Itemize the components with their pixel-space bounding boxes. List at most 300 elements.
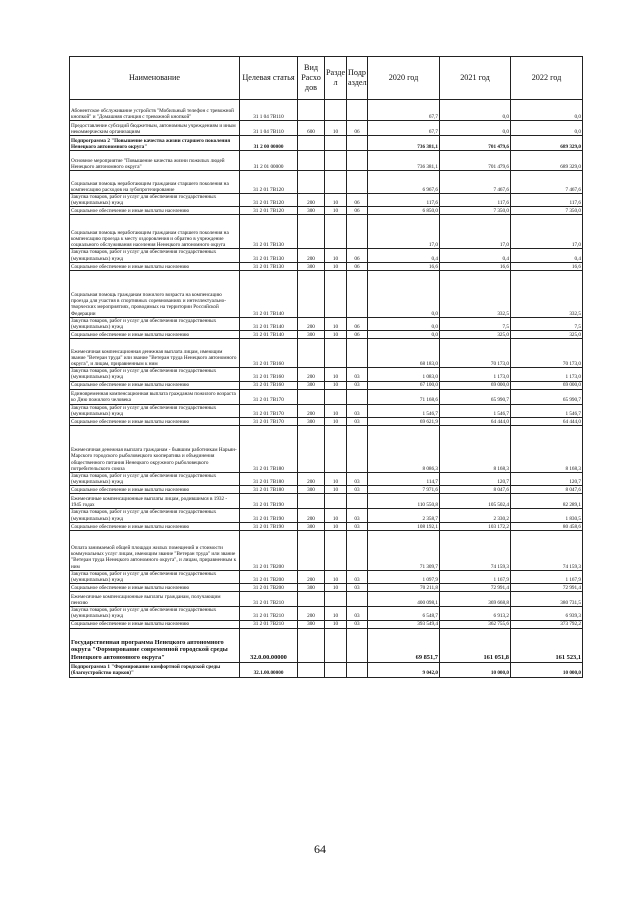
row-subsection: 06 [347,331,368,339]
header-name: Наименование [70,57,240,100]
row-section [325,270,347,317]
row-value-2021: 369 668,8 [440,592,511,607]
row-value-2021: 8 168,3 [440,426,511,473]
row-exp-type: 300 [298,418,325,426]
row-section: 10 [325,486,347,494]
row-value-2020: 6 548,7 [368,607,440,620]
row-subsection: 06 [347,317,368,330]
row-name: Социальное обеспечение и иные выплаты населению [70,381,240,389]
row-name: Социальное обеспечение и иные выплаты населению [70,522,240,530]
row-section [325,389,347,404]
row-value-2022: 117,6 [511,194,583,207]
row-section: 10 [325,522,347,530]
row-value-2020: 736 381,1 [368,136,440,151]
row-exp-type [298,426,325,473]
row-subsection: 03 [347,620,368,628]
row-value-2021: 2 330,2 [440,509,511,522]
row-value-2020: 736 381,1 [368,151,440,171]
row-exp-type: 300 [298,331,325,339]
row-section: 10 [325,331,347,339]
table-row [70,522,583,530]
row-value-2020: 67,7 [368,121,440,136]
row-exp-type: 300 [298,207,325,215]
row-subsection: 03 [347,522,368,530]
row-subsection: 03 [347,368,368,381]
table-row [70,389,583,404]
row-name: Закупка товаров, работ и услуг для обеспечения государственных (муниципальных) нужд [70,404,240,417]
row-subsection [347,426,368,473]
row-value-2020: 69 621,9 [368,418,440,426]
table-row [70,270,583,317]
row-target-code: 31 2 01 7В130 [240,215,298,249]
row-exp-type [298,100,325,121]
row-subsection: 03 [347,486,368,494]
row-name: Социальное обеспечение и иные выплаты населению [70,331,240,339]
row-name: Закупка товаров, работ и услуг для обеспечения государственных (муниципальных) нужд [70,249,240,262]
row-value-2022: 1 173,0 [511,368,583,381]
row-value-2021: 103 172,2 [440,522,511,530]
row-value-2022: 7 350,0 [511,207,583,215]
row-name: Социальная помощь неработающим гражданам старшего поколения на компенсацию проезда к месту оздоровления и обратно в учреждение социального обслуживания населения Ненецкого автономного округа [70,215,240,249]
row-section [325,494,347,509]
row-section: 10 [325,262,347,270]
row-target-code: 32.1.00.00000 [240,662,298,677]
row-value-2020: 1 546,7 [368,404,440,417]
row-target-code: 31 2 01 7В130 [240,249,298,262]
row-section [325,426,347,473]
row-section [325,100,347,121]
row-subsection: 06 [347,249,368,262]
header-section: Разде л [325,57,347,100]
table-row [70,620,583,628]
row-target-code: 31 2 01 7В170 [240,418,298,426]
row-value-2020: 70 211,8 [368,584,440,592]
row-exp-type: 200 [298,194,325,207]
row-target-code: 31 2 01 7В210 [240,620,298,628]
row-value-2020: 67,7 [368,100,440,121]
row-target-code: 31 2 01 7В140 [240,270,298,317]
table-row [70,530,583,570]
row-target-code: 31 2 01 7В200 [240,570,298,583]
table-row [70,418,583,426]
row-subsection [347,339,368,368]
row-subsection: 06 [347,207,368,215]
row-exp-type [298,339,325,368]
table-row [70,570,583,583]
table-row [70,249,583,262]
header-2020: 2020 год [368,57,440,100]
row-value-2021: 74 159,3 [440,530,511,570]
row-exp-type [298,494,325,509]
table-row [70,607,583,620]
row-name: Социальное обеспечение и иные выплаты населению [70,486,240,494]
row-exp-type: 600 [298,121,325,136]
row-subsection: 03 [347,404,368,417]
row-value-2020: 7 971,6 [368,486,440,494]
row-value-2020: 110 550,8 [368,494,440,509]
row-target-code: 31 2 00 00000 [240,136,298,151]
row-value-2021: 7 350,0 [440,207,511,215]
row-section: 10 [325,584,347,592]
row-value-2020: 67 100,0 [368,381,440,389]
row-target-code: 31 2 01 7В120 [240,207,298,215]
table-row [70,331,583,339]
row-value-2020: 69 851,7 [368,628,440,662]
row-target-code: 31 1 04 7В110 [240,121,298,136]
row-value-2022: 161 523,1 [511,628,583,662]
row-target-code: 31 2 01 00000 [240,151,298,171]
row-exp-type: 200 [298,317,325,330]
row-exp-type [298,151,325,171]
row-subsection: 03 [347,509,368,522]
row-name: Единовременная компенсационная выплата гражданам пожилого возраста ко Дню пожилого человека [70,389,240,404]
row-value-2022: 0,0 [511,121,583,136]
row-target-code: 31 2 01 7В140 [240,331,298,339]
row-value-2021: 69 000,0 [440,381,511,389]
row-subsection [347,100,368,121]
row-target-code: 32.0.00.00000 [240,628,298,662]
table-row [70,628,583,662]
row-value-2022: 80 458,6 [511,522,583,530]
row-name: Социальное обеспечение и иные выплаты населению [70,620,240,628]
row-value-2020: 400 098,1 [368,592,440,607]
row-section [325,592,347,607]
row-subsection [347,389,368,404]
row-target-code: 31 2 01 7В160 [240,381,298,389]
table-row [70,207,583,215]
table-row [70,662,583,677]
row-value-2022: 16,6 [511,262,583,270]
row-value-2020: 9 042,0 [368,662,440,677]
row-target-code: 31 2 01 7В120 [240,171,298,194]
header-target: Целевая статья [240,57,298,100]
row-value-2021: 10 000,0 [440,662,511,677]
row-value-2021: 0,4 [440,249,511,262]
header-subsection: Подр аздел [347,57,368,100]
row-section: 10 [325,121,347,136]
row-section: 10 [325,404,347,417]
row-exp-type: 200 [298,473,325,486]
row-section: 10 [325,249,347,262]
row-name: Закупка товаров, работ и услуг для обеспечения государственных (муниципальных) нужд [70,570,240,583]
row-value-2021: 65 990,7 [440,389,511,404]
row-value-2021: 0,0 [440,100,511,121]
row-target-code: 31 2 01 7В140 [240,317,298,330]
table-header-row [70,57,583,100]
row-value-2022: 82 289,1 [511,494,583,509]
row-name: Подпрограмма 1 "Формирование комфортной городской среды (благоустройство парков)" [70,662,240,677]
row-value-2020: 71 309,7 [368,530,440,570]
row-name: Ежемесячные компенсационные выплаты гражданам, получающим пенсию [70,592,240,607]
row-value-2020: 71 168,6 [368,389,440,404]
row-value-2022: 6 939,3 [511,607,583,620]
row-section: 10 [325,194,347,207]
row-value-2021: 0,0 [440,121,511,136]
row-value-2022: 70 173,0 [511,339,583,368]
row-subsection [347,136,368,151]
table-row [70,136,583,151]
row-subsection [347,628,368,662]
row-section: 10 [325,607,347,620]
row-value-2022: 74 159,3 [511,530,583,570]
row-value-2020: 6 850,0 [368,207,440,215]
row-value-2022: 69 000,0 [511,381,583,389]
row-value-2022: 65 990,7 [511,389,583,404]
row-exp-type: 300 [298,262,325,270]
row-exp-type: 200 [298,509,325,522]
row-value-2020: 108 192,1 [368,522,440,530]
row-subsection [347,662,368,677]
row-name: Государственная программа Ненецкого автономного округа "Формирование современной городской среды Ненецкого автономного округа" [70,628,240,662]
row-exp-type: 300 [298,486,325,494]
row-name: Ежемесячная компенсационная денежная выплата лицам, имеющим звание "Ветеран труда" или звание "Ветеран труда Ненецкого автономного округа", и лицам, приравненным к ним [70,339,240,368]
row-exp-type [298,662,325,677]
row-exp-type [298,171,325,194]
row-value-2022: 72 991,4 [511,584,583,592]
row-value-2022: 0,4 [511,249,583,262]
row-section: 10 [325,570,347,583]
row-name: Подпрограмма 2 "Повышение качества жизни старшего поколения Ненецкого автономного округа" [70,136,240,151]
row-section [325,215,347,249]
row-exp-type [298,389,325,404]
row-name: Предоставление субсидий бюджетным, автономным учреждениям и иным некоммерческим организациям [70,121,240,136]
row-section: 10 [325,368,347,381]
header-2021: 2021 год [440,57,511,100]
row-subsection: 03 [347,473,368,486]
row-value-2021: 117,6 [440,194,511,207]
row-value-2021: 1 167,9 [440,570,511,583]
row-value-2021: 7 467,6 [440,171,511,194]
table-row [70,509,583,522]
row-name: Социальная помощь гражданам пожилого возраста на компенсацию проезда для участия в спортивных соревнованиях и интеллектуально-творческих мероприятиях, проводимых на территории Российской Федерации [70,270,240,317]
row-target-code: 31 2 01 7В190 [240,494,298,509]
row-value-2022: 332,5 [511,270,583,317]
row-value-2021: 1 173,0 [440,368,511,381]
row-name: Социальное обеспечение и иные выплаты населению [70,418,240,426]
row-target-code: 31 2 01 7В120 [240,194,298,207]
row-name: Ежемесячная денежная выплата гражданам - бывшим работникам Нарьян-Марского городского рыболовецкого кооператива и объединения общественного питания Ненецкого окружного рыболовецкого потребительского союза [70,426,240,473]
header-2022: 2022 год [511,57,583,100]
row-value-2021: 7,5 [440,317,511,330]
row-subsection [347,151,368,171]
row-value-2021: 325,0 [440,331,511,339]
row-value-2020: 1 083,0 [368,368,440,381]
row-section [325,151,347,171]
row-value-2022: 689 329,0 [511,136,583,151]
row-exp-type [298,628,325,662]
row-value-2021: 701 479,6 [440,136,511,151]
row-value-2021: 161 051,8 [440,628,511,662]
row-subsection: 06 [347,194,368,207]
row-name: Закупка товаров, работ и услуг для обеспечения государственных (муниципальных) нужд [70,368,240,381]
row-value-2020: 0,0 [368,270,440,317]
row-value-2021: 70 173,0 [440,339,511,368]
row-name: Социальное обеспечение и иные выплаты населению [70,262,240,270]
table-row [70,368,583,381]
row-target-code: 31 2 01 7В210 [240,607,298,620]
row-value-2021: 72 991,4 [440,584,511,592]
row-name: Закупка товаров, работ и услуг для обеспечения государственных (муниципальных) нужд [70,194,240,207]
row-name: Основное мероприятие "Повышение качества жизни пожилых людей Ненецкого автономного округа" [70,151,240,171]
row-target-code: 31 2 01 7В200 [240,530,298,570]
row-section [325,339,347,368]
row-value-2020: 8 086,3 [368,426,440,473]
row-value-2020: 0,4 [368,249,440,262]
row-value-2021: 8 047,6 [440,486,511,494]
row-section [325,628,347,662]
row-exp-type: 200 [298,249,325,262]
row-section: 10 [325,473,347,486]
row-value-2022: 7 467,6 [511,171,583,194]
row-subsection: 06 [347,121,368,136]
table-row [70,486,583,494]
table-row [70,317,583,330]
row-value-2021: 120,7 [440,473,511,486]
row-value-2021: 6 913,2 [440,607,511,620]
table-row [70,262,583,270]
row-value-2022: 373 792,2 [511,620,583,628]
row-exp-type [298,530,325,570]
row-target-code: 31 2 01 7В190 [240,522,298,530]
row-section [325,136,347,151]
row-value-2020: 117,6 [368,194,440,207]
row-subsection: 03 [347,570,368,583]
table-row [70,100,583,121]
table-row [70,151,583,171]
row-exp-type: 200 [298,368,325,381]
row-value-2020: 2 358,7 [368,509,440,522]
row-value-2022: 17,0 [511,215,583,249]
table-row [70,473,583,486]
page-number: 64 [314,842,326,856]
row-target-code: 31 2 01 7В210 [240,592,298,607]
row-name: Закупка товаров, работ и услуг для обеспечения государственных (муниципальных) нужд [70,607,240,620]
table-row [70,215,583,249]
row-subsection [347,530,368,570]
row-value-2020: 114,7 [368,473,440,486]
row-target-code: 31 2 01 7В180 [240,486,298,494]
table-row [70,339,583,368]
table-row [70,381,583,389]
row-value-2021: 332,5 [440,270,511,317]
row-name: Оплата занимаемой общей площади жилых помещений и стоимости коммунальных услуг лицам, имеющим звание "Ветеран труда" или звание "Ветеран труда Ненецкого автономного округа", и лицам, приравненным к ним [70,530,240,570]
table-row [70,494,583,509]
row-subsection: 03 [347,381,368,389]
row-value-2022: 64 444,0 [511,418,583,426]
row-value-2022: 325,0 [511,331,583,339]
row-target-code: 31 2 01 7В200 [240,584,298,592]
row-name: Закупка товаров, работ и услуг для обеспечения государственных (муниципальных) нужд [70,317,240,330]
row-exp-type: 300 [298,522,325,530]
table-row [70,194,583,207]
row-value-2022: 10 000,0 [511,662,583,677]
row-section [325,530,347,570]
row-value-2021: 701 479,6 [440,151,511,171]
row-value-2022: 380 731,5 [511,592,583,607]
row-name: Ежемесячные компенсационные выплаты лицам, родившимся в 1932 - 1945 годах [70,494,240,509]
row-section: 10 [325,418,347,426]
row-exp-type: 300 [298,381,325,389]
row-value-2020: 16,6 [368,262,440,270]
row-value-2022: 1 830,5 [511,509,583,522]
row-value-2022: 120,7 [511,473,583,486]
row-target-code: 31 2 01 7В160 [240,339,298,368]
row-subsection: 03 [347,418,368,426]
row-value-2020: 6 967,6 [368,171,440,194]
row-target-code: 31 2 01 7В180 [240,426,298,473]
row-section: 10 [325,381,347,389]
row-name: Абонентское обслуживание устройств "Мобильный телефон с тревожной кнопкой" и "Домашняя станция с тревожной кнопкой" [70,100,240,121]
row-exp-type: 300 [298,584,325,592]
row-value-2021: 1 546,7 [440,404,511,417]
row-value-2022: 689 329,0 [511,151,583,171]
row-value-2022: 1 167,9 [511,570,583,583]
budget-table [69,56,583,678]
row-subsection [347,215,368,249]
row-exp-type [298,270,325,317]
row-value-2021: 16,6 [440,262,511,270]
row-subsection: 06 [347,262,368,270]
row-value-2022: 8 168,3 [511,426,583,473]
row-subsection [347,494,368,509]
table-body [70,100,583,678]
row-value-2021: 362 755,6 [440,620,511,628]
row-exp-type: 200 [298,404,325,417]
row-target-code: 31 2 01 7В170 [240,389,298,404]
row-exp-type: 300 [298,620,325,628]
row-target-code: 31 2 01 7В180 [240,473,298,486]
row-value-2022: 7,5 [511,317,583,330]
row-value-2021: 64 444,0 [440,418,511,426]
row-value-2020: 0,0 [368,317,440,330]
header-exp-type: Вид Расхо дов [298,57,325,100]
row-value-2020: 17,0 [368,215,440,249]
row-section: 10 [325,317,347,330]
row-value-2021: 105 502,4 [440,494,511,509]
row-subsection: 03 [347,607,368,620]
row-target-code: 31 2 01 7В190 [240,509,298,522]
row-value-2020: 1 097,9 [368,570,440,583]
row-exp-type [298,592,325,607]
row-section [325,662,347,677]
row-section: 10 [325,620,347,628]
row-value-2022: 1 546,7 [511,404,583,417]
row-section: 10 [325,207,347,215]
row-name: Закупка товаров, работ и услуг для обеспечения государственных (муниципальных) нужд [70,509,240,522]
row-exp-type [298,136,325,151]
table-row [70,121,583,136]
row-target-code: 31 1 04 7В110 [240,100,298,121]
row-target-code: 31 2 01 7В130 [240,262,298,270]
row-name: Социальное обеспечение и иные выплаты населению [70,584,240,592]
row-subsection [347,171,368,194]
row-exp-type: 200 [298,570,325,583]
table-row [70,171,583,194]
row-target-code: 31 2 01 7В170 [240,404,298,417]
row-name: Социальная помощь неработающим гражданам старшего поколения на компенсацию расходов на зубопротезирование [70,171,240,194]
row-target-code: 31 2 01 7В160 [240,368,298,381]
row-value-2020: 393 549,4 [368,620,440,628]
row-value-2020: 0,0 [368,331,440,339]
table-row [70,404,583,417]
row-name: Социальное обеспечение и иные выплаты населению [70,207,240,215]
row-subsection [347,592,368,607]
row-section: 10 [325,509,347,522]
table-row [70,426,583,473]
row-name: Закупка товаров, работ и услуг для обеспечения государственных (муниципальных) нужд [70,473,240,486]
row-value-2020: 68 183,0 [368,339,440,368]
budget-table-sheet [69,56,582,678]
